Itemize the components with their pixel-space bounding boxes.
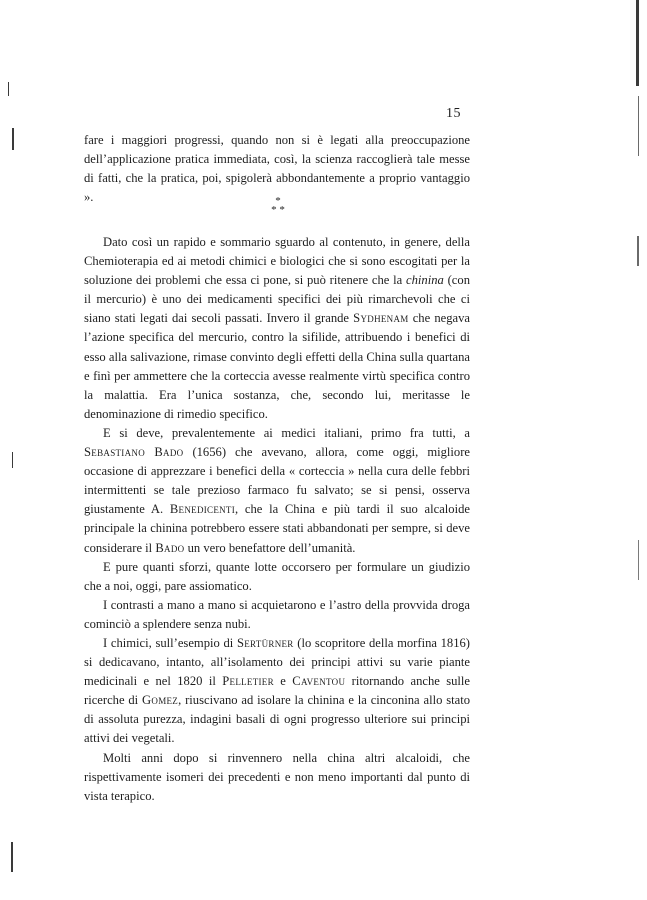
paragraph-3-name-benedicenti: Benedicenti <box>169 502 236 517</box>
paragraph-2 <box>84 233 470 424</box>
asterism-top: * <box>275 195 281 207</box>
scan-edge-mark-right-2 <box>638 96 639 156</box>
paragraph-3-name-bado: Bado <box>155 540 185 555</box>
paragraph-6-name-serturner: Sertürner <box>236 635 294 650</box>
scan-edge-mark-right-1 <box>636 0 639 86</box>
page-number: 15 <box>446 106 461 121</box>
section-break-asterism <box>258 197 298 225</box>
scan-edge-mark-right-3 <box>637 236 639 266</box>
paragraph-6-text-5: , riuscivano ad isolare la chinina e la cinconina allo stato di assoluta purezza, indagini basali di ogni progresso ulteriore sui principi attivi dei vegetali. <box>84 693 470 746</box>
paragraph-7: Molti anni dopo si rinvennero nella china altri alcaloidi, che rispettivamente isomeri dei precedenti e non meno importanti dal punto di vista terapico. <box>84 750 470 803</box>
scan-edge-mark-right-4 <box>638 540 639 580</box>
paragraph-6-text-2: (lo scopritore della morfina 1816) si dedicavano, intanto, all’isolamento dei principi attivi su varie piante medicinali e nel 1820 il <box>84 635 471 689</box>
paragraph-6-name-pelletier: Pelletier <box>222 674 274 689</box>
paragraph-4: E pure quanti sforzi, quante lotte occorsero per formulare un giudizio che a noi, oggi, pare assiomatico. <box>84 559 470 593</box>
paragraph-2-text-2: (con il mercurio) è uno dei medicamenti specifici dei più rimarchevoli che ci siano stati legati dai secoli passati. Invero il grande <box>84 273 470 326</box>
paragraph-2-emphasis-chinina: chinina <box>406 273 444 288</box>
paragraph-6-name-gomez: Gomez <box>142 693 179 708</box>
paragraph-3 <box>84 424 470 558</box>
paragraph-6 <box>84 634 470 749</box>
paragraph-3-name-bado-full: Sebastiano Bado <box>84 445 184 460</box>
scan-edge-mark-left-3 <box>12 452 13 468</box>
paragraph-2-text-3: che negava l’azione specifica del mercurio, contro la sifilide, attribuendo i benefici di esso alla salivazione, rimase convinto degli effetti della China sulla quartana e finì per ammettere che la corteccia avesse realmente virtù specifica contro la malattia. Era l’unica sostanza, che, secondo lui, meritasse le denominazione di rimedio specifico. <box>84 311 471 421</box>
scan-edge-mark-left-1 <box>12 128 14 150</box>
scan-edge-mark-left-2 <box>8 82 9 96</box>
paragraph-2-name-sydhenam: Sydhenam <box>353 311 409 326</box>
asterism-bottom: * * <box>271 204 285 216</box>
paragraph-1: fare i maggiori progressi, quando non si è legati alla preoccupazione dell’applicazione pratica immediata, così, la scienza raccoglierà tale messe di fatti, che la pratica, poi, spigolerà abbondantemente a proprio vantaggio ». <box>84 133 470 205</box>
paragraph-2-text-1: Dato così un rapido e sommario sguardo al contenuto, in genere, della Chemioterapia ed ai metodi chimici e biologici che si sono escogitati per la soluzione dei problemi che essa ci pone, si può ritenere che la <box>84 235 470 288</box>
paragraph-6-text-1: I chimici, sull’esempio di <box>103 635 237 650</box>
paragraph-3-text-2: (1656) che avevano, allora, come oggi, migliore occasione di apprezzare i benefici della « corteccia » nella cura delle febbri intermittenti se tale prezioso farmaco fu salvato; se si pensi, osserva giustamente A. <box>84 445 470 517</box>
paragraph-3-text-3: , che la China e più tardi il suo alcaloide principale la chinina potrebbero essere stati abbandonati per sempre, si deve considerare il <box>84 502 470 555</box>
paragraph-6-text-4: ritornando anche sulle ricerche di <box>84 674 471 708</box>
paragraph-3-text-1: E si deve, prevalentemente ai medici italiani, primo fra tutti, a <box>103 425 470 440</box>
scan-edge-mark-left-4 <box>11 842 13 872</box>
paragraph-5: I contrasti a mano a mano si acquietarono e l’astro della provvida droga cominciò a splendere senza nubi. <box>84 597 470 631</box>
paragraph-6-text-3: e <box>273 674 293 689</box>
text-block-main <box>84 233 470 806</box>
paragraph-6-name-caventou: Caventou <box>292 674 346 689</box>
paragraph-3-text-4: un vero benefattore dell’umanità. <box>184 540 356 555</box>
